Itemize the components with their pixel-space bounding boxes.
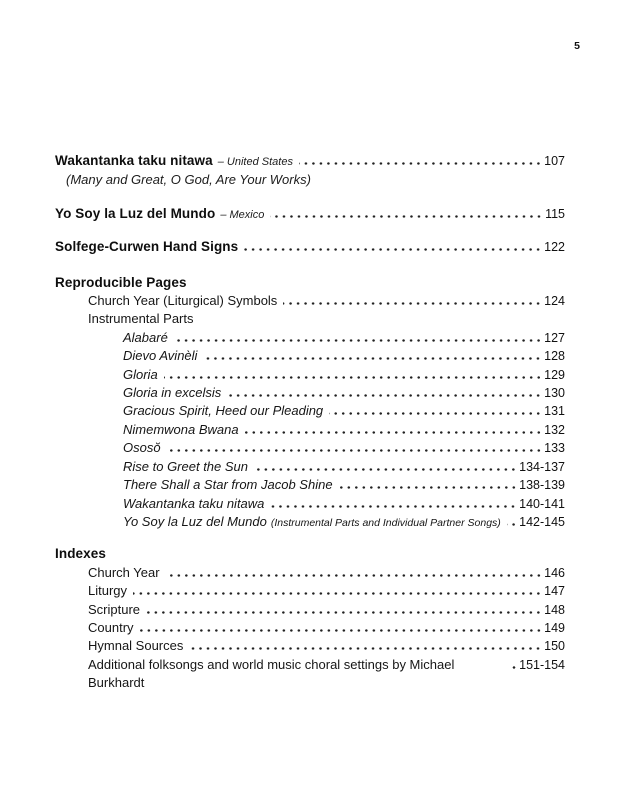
section-title: Solfege-Curwen Hand Signs [55,239,239,255]
song-translation: (Many and Great, O God, Are Your Works) [66,172,311,188]
toc-entry [55,619,565,637]
dot-leader [507,523,517,526]
dot-leader [133,592,542,595]
page-ref: 148 [544,602,565,617]
dot-leader [329,412,542,415]
toc-entry [55,582,565,600]
toc-entry [55,637,565,655]
song-title: Ososŏ [123,440,161,456]
toc-entry [55,347,565,365]
toc-entry [55,513,565,532]
toc-entry [55,205,565,224]
dot-leader [509,666,517,669]
dot-leader [244,248,542,251]
dot-leader [166,574,543,577]
page-ref: 147 [544,584,565,599]
page-ref: 134-137 [519,459,565,474]
section-heading-label: Reproducible Pages [55,274,187,290]
dot-leader [270,215,543,218]
song-title: Yo Soy la Luz del Mundo [123,513,267,529]
page-ref: 132 [544,422,565,437]
song-title: Gloria in excelsis [123,385,222,401]
page-ref: 150 [544,639,565,654]
dot-leader [167,449,543,452]
dot-leader [299,162,542,165]
song-title: Gloria [123,366,158,382]
toc-entry [55,601,565,619]
page-ref: 146 [544,565,565,580]
toc-entry [55,439,565,457]
toc-content [55,152,565,693]
song-title: There Shall a Star from Jacob Shine [123,477,333,493]
toc-entry [55,458,565,476]
toc-entry [55,495,565,513]
page-ref: 142-145 [519,514,565,529]
page-ref: 127 [544,330,565,345]
dot-leader [254,468,517,471]
section-heading-indexes [55,545,565,563]
entry-label: Church Year (Liturgical) Symbols [88,293,278,309]
dot-leader [189,647,542,650]
page-ref: 133 [544,441,565,456]
song-origin: – United States [217,156,293,168]
page-ref: 149 [544,620,565,635]
folio-page-number: 5 [574,40,580,52]
page-ref: 124 [544,294,565,309]
toc-entry [55,329,565,347]
index-label: Liturgy [88,583,128,599]
toc-entry [55,366,565,384]
index-label: Country [88,619,134,635]
section-heading-reproducible-pages [55,274,565,292]
index-label: Hymnal Sources [88,638,184,654]
song-title: Rise to Greet the Sun [123,458,249,474]
index-label: Scripture [88,601,141,617]
toc-entry [55,384,565,402]
page-ref: 131 [544,404,565,419]
subsection-heading-label: Instrumental Parts [88,311,194,327]
section-heading-label: Indexes [55,546,106,562]
dot-leader [174,339,542,342]
page-ref: 107 [544,154,565,168]
dot-leader [146,611,542,614]
index-label: Church Year [88,564,160,580]
song-title: Nimemwona Bwana [123,421,239,437]
page-ref: 115 [545,206,565,221]
toc-entry-translation [55,171,565,189]
song-title: Alabaré [123,329,168,345]
toc-entry [55,238,565,256]
page-ref: 129 [544,367,565,382]
song-title: Yo Soy la Luz del Mundo [55,205,216,221]
toc-entry [55,564,565,582]
song-origin: – Mexico [220,208,265,221]
toc-entry [55,421,565,439]
page-ref: 122 [544,240,565,255]
dot-leader [164,376,542,379]
page-ref: 140-141 [519,496,565,511]
song-title: Dievo Avinèli [123,348,198,364]
song-title: Wakantanka taku nitawa [123,495,265,511]
song-title: Gracious Spirit, Heed our Pleading [123,403,324,419]
page-ref: 130 [544,386,565,401]
index-label: Additional folksongs and world music choral settings by Michael Burkhardt [88,656,455,691]
page-ref: 138-139 [519,478,565,493]
entry-note: (Instrumental Parts and Individual Partner Songs) [270,516,501,529]
dot-leader [270,505,517,508]
dot-leader [339,486,518,489]
toc-entry [55,152,565,171]
dot-leader [283,302,542,305]
toc-entry [55,656,565,693]
subsection-heading-instrumental-parts [55,310,565,328]
dot-leader [203,357,542,360]
toc-entry [55,292,565,310]
dot-leader [227,394,542,397]
page-ref: 151-154 [519,657,565,672]
toc-entry [55,476,565,494]
page-ref: 128 [544,349,565,364]
toc-entry [55,402,565,420]
dot-leader [245,431,543,434]
song-title: Wakantanka taku nitawa [55,153,213,168]
dot-leader [140,629,543,632]
